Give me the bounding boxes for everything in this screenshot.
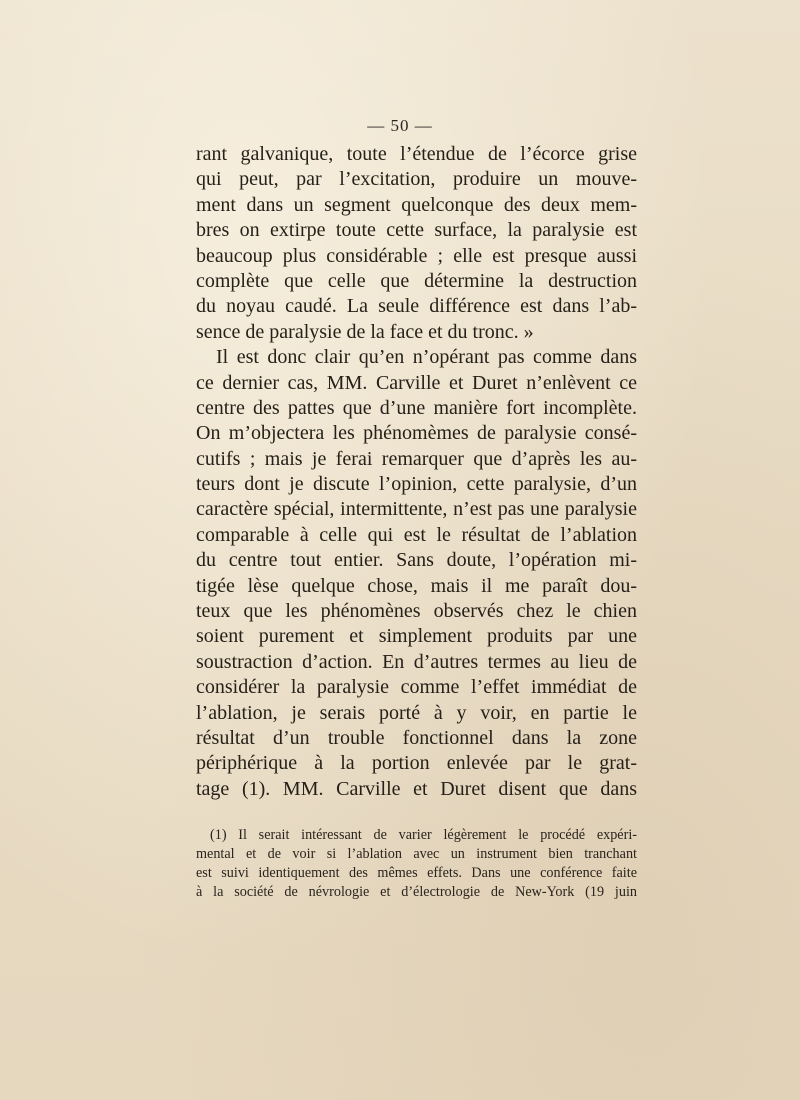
body-text — [196, 142, 637, 802]
footnote — [196, 826, 637, 902]
text-line: comparable à celle qui est le résultat de l’ablation — [196, 523, 637, 546]
text-line: l’ablation, je serais porté à y voir, en partie le — [196, 701, 637, 724]
footnote-line: (1) Il serait intéressant de varier légèrement le procédé expéri- — [210, 827, 637, 843]
page-number: — 50 — — [367, 116, 433, 135]
text-line: centre des pattes que d’une manière fort incomplète. — [196, 396, 637, 419]
text-line: beaucoup plus considérable ; elle est presque aussi — [196, 244, 637, 267]
text-line: rant galvanique, toute l’étendue de l’écorce grise — [196, 143, 637, 165]
text-line: soustraction d’action. En d’autres termes au lieu de — [196, 650, 637, 673]
footnote-line: mental et de voir si l’ablation avec un instrument bien tranchant — [196, 846, 637, 862]
text-line: teux que les phénomènes observés chez le chien — [196, 600, 637, 623]
text-line: soient purement et simplement produits par une — [196, 625, 637, 648]
text-line: ce dernier cas, MM. Carville et Duret n’enlèvent ce — [196, 371, 637, 394]
text-line: du noyau caudé. La seule différence est dans l’ab- — [196, 295, 637, 318]
text-line: cutifs ; mais je ferai remarquer que d’après les au- — [196, 447, 637, 470]
text-line: ment dans un segment quelconque des deux mem- — [196, 193, 637, 216]
footnote-line: est suivi identiquement des mêmes effets. Dans une conférence faite — [196, 865, 637, 881]
text-line: résultat d’un trouble fonctionnel dans la zone — [196, 726, 637, 749]
text-line: bres on extirpe toute cette surface, la paralysie est — [196, 219, 637, 242]
text-line: sence de paralysie de la face et du tronc. » — [196, 320, 534, 343]
text-line: périphérique à la portion enlevée par le grat- — [196, 752, 637, 775]
text-line: du centre tout entier. Sans doute, l’opération mi- — [196, 549, 637, 572]
text-line: On m’objectera les phénomèmes de paralysie consé- — [196, 422, 637, 445]
text-line: considérer la paralysie comme l’effet immédiat de — [196, 676, 637, 699]
text-line: tage (1). MM. Carville et Duret disent que dans — [196, 777, 637, 800]
text-line: tigée lèse quelque chose, mais il me paraît dou- — [196, 574, 637, 597]
footnote-line: à la société de névrologie et d’électrologie de New-York (19 juin — [196, 884, 637, 900]
text-line: complète que celle que détermine la destruction — [196, 269, 637, 292]
text-line: teurs dont je discute l’opinion, cette paralysie, d’un — [196, 473, 637, 496]
text-line: Il est donc clair qu’en n’opérant pas comme dans — [216, 346, 637, 369]
text-line: qui peut, par l’excitation, produire un mouve- — [196, 168, 637, 191]
text-line: caractère spécial, intermittente, n’est pas une paralysie — [196, 498, 637, 521]
